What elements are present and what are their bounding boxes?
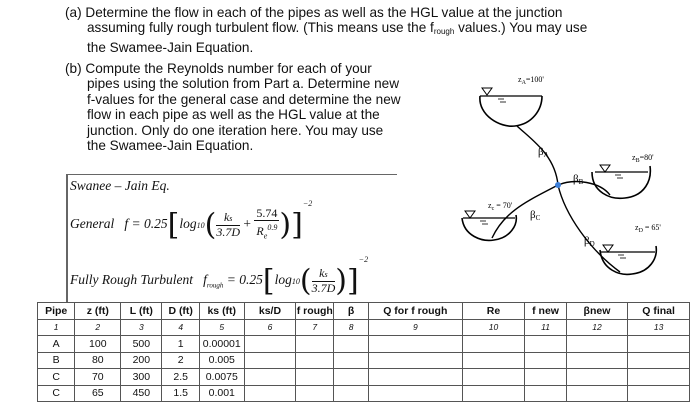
table-cell: 500 (121, 336, 162, 353)
header-cell: βnew (566, 303, 627, 320)
numerator-574: 5.74 (256, 206, 278, 221)
table-cell (628, 369, 690, 386)
question-a-line2-tail: values.) You may use (454, 20, 588, 36)
table-cell (244, 336, 296, 353)
log-base-2: 10 (291, 277, 300, 286)
bracket-open-2: [ (262, 263, 275, 299)
water-level-icon (465, 211, 475, 218)
log-text: log (179, 216, 197, 231)
water-level-icon (600, 165, 610, 172)
junction-node (555, 182, 561, 188)
table-cell (296, 369, 334, 386)
eq-025: = 0.25 (226, 272, 263, 287)
header-cell: Re (462, 303, 525, 320)
table-cell (368, 385, 462, 402)
table-cell (368, 369, 462, 386)
re-letter: R (256, 224, 264, 239)
table-row (38, 336, 690, 353)
question-b (65, 61, 460, 153)
header-cell: Pipe (38, 303, 75, 320)
paren-open: ( (204, 207, 217, 243)
table-cell (525, 369, 566, 386)
paren-open-2: ( (299, 263, 312, 299)
table-cell: 0.001 (199, 385, 244, 402)
denominator-37d-2: 3.7D (311, 280, 336, 295)
index-cell: 6 (244, 319, 296, 336)
pipe-d (558, 185, 620, 272)
index-cell: 2 (75, 319, 121, 336)
index-cell: 7 (296, 319, 334, 336)
table-cell (244, 369, 296, 386)
ks-sub: s (229, 213, 233, 223)
index-cell: 11 (525, 319, 566, 336)
header-cell: f new (525, 303, 566, 320)
table-cell: 200 (121, 352, 162, 369)
log-base: 10 (196, 221, 205, 230)
574-over-re (254, 207, 279, 242)
table-cell (368, 336, 462, 353)
table-cell (296, 352, 334, 369)
table-cell (462, 352, 525, 369)
question-a-line1: (a) Determine the flow in each of the pipes as well as the HGL value at the junction (65, 5, 563, 20)
table-cell (628, 336, 690, 353)
question-b-line: flow in each pipe as well as the HGL value at the (87, 107, 380, 123)
table-cell (296, 385, 334, 402)
fully-rough-equation (70, 255, 368, 298)
reservoir-diagram (460, 60, 690, 290)
beta-d-label: βD (584, 235, 595, 248)
reservoir-c (462, 215, 516, 240)
question-b-line: f-values for the general case and determine the new (87, 91, 401, 107)
table-cell (334, 336, 369, 353)
beta-b-label: βB (573, 173, 584, 186)
table-cell: 0.00001 (199, 336, 244, 353)
table-cell (566, 352, 627, 369)
table-cell: 1.5 (162, 385, 199, 402)
question-a (65, 5, 665, 55)
paren-close-2: ) (335, 263, 347, 299)
header-cell: Q final (628, 303, 690, 320)
ks-over-37d (216, 211, 240, 239)
table-cell (566, 385, 627, 402)
f-rough-sub: rough (206, 281, 224, 290)
table-cell (244, 385, 296, 402)
table-row (38, 369, 690, 386)
table-row (38, 352, 690, 369)
bracket-open: [ (167, 207, 180, 243)
table-cell: 2 (162, 352, 199, 369)
f-equals: f = 0.25 (124, 216, 168, 231)
bracket-close: ] (291, 207, 303, 243)
table-header-row (38, 303, 690, 320)
question-b-line: pipes using the solution from Part a. Determine new (87, 76, 400, 92)
ks-letter: k (223, 209, 230, 224)
index-cell: 8 (334, 319, 369, 336)
table-cell: 70 (75, 369, 121, 386)
reservoir-b (592, 166, 650, 198)
index-cell: 12 (566, 319, 627, 336)
general-equation (70, 199, 312, 243)
question-a-line2 (65, 20, 665, 39)
table-cell: A (38, 336, 75, 353)
pipe-c (492, 185, 558, 238)
equation-title: Swanee – Jain Eq. (70, 178, 170, 193)
question-b-line: junction. Only do one iteration here. You may use (87, 122, 384, 138)
index-cell: 1 (38, 319, 75, 336)
table-cell: 450 (121, 385, 162, 402)
denominator-37d: 3.7D (216, 224, 240, 239)
table-cell (628, 352, 690, 369)
question-b-line: (b) Compute the Reynolds number for each of your (65, 61, 372, 76)
header-cell: Q for f rough (368, 303, 462, 320)
index-cell: 13 (628, 319, 690, 336)
table-cell: C (38, 369, 75, 386)
beta-c-label: βC (530, 209, 541, 222)
header-cell: D (ft) (162, 303, 199, 320)
zc-label: $z_c = 70'$ (488, 201, 513, 212)
question-b-line: the Swamee-Jain Equation. (87, 138, 254, 154)
table-cell: 80 (75, 352, 121, 369)
header-cell: f rough (296, 303, 334, 320)
index-cell: 9 (368, 319, 462, 336)
water-level-icon (482, 88, 492, 95)
zd-label: $z_D = 65'$ (635, 223, 661, 234)
exponent-neg2: −2 (302, 199, 313, 208)
paren-close: ) (279, 207, 292, 243)
table-cell (368, 352, 462, 369)
reservoir-a (480, 96, 542, 126)
table-cell (334, 352, 369, 369)
za-label: $z_A=100'$ (518, 75, 544, 86)
index-cell: 10 (462, 319, 525, 336)
table-cell: 65 (75, 385, 121, 402)
table-cell (628, 385, 690, 402)
index-cell: 4 (162, 319, 199, 336)
index-cell: 3 (121, 319, 162, 336)
fully-rough-label: Fully Rough Turbulent (70, 272, 193, 287)
table-row (38, 385, 690, 402)
table-cell (462, 336, 525, 353)
general-label: General (70, 216, 115, 231)
header-cell: ks/D (244, 303, 296, 320)
f-rough-letter: f (203, 272, 207, 287)
re-sub: e (263, 231, 268, 241)
table-cell (296, 336, 334, 353)
header-cell: z (ft) (75, 303, 121, 320)
index-cell: 5 (199, 319, 244, 336)
table-cell: 1 (162, 336, 199, 353)
table-cell (462, 385, 525, 402)
header-cell: ks (ft) (199, 303, 244, 320)
table-cell: 0.0075 (199, 369, 244, 386)
plus-sign: + (243, 216, 251, 231)
header-cell: L (ft) (121, 303, 162, 320)
beta-a-label: βA (538, 146, 549, 159)
re-exp: 0.9 (267, 223, 278, 233)
equation-box (66, 174, 397, 303)
pipe-table (37, 302, 690, 402)
table-cell (525, 336, 566, 353)
water-level-icon (603, 245, 613, 252)
log-text-2: log (274, 272, 292, 287)
table-cell: B (38, 352, 75, 369)
ks-over-37d-2 (312, 267, 336, 295)
ks-sub-2: s (324, 269, 328, 279)
question-a-line2-text: assuming fully rough turbulent flow. (This means use the f (87, 20, 434, 36)
header-cell: β (334, 303, 369, 320)
bracket-close-2: ] (346, 263, 359, 299)
table-cell: 300 (121, 369, 162, 386)
table-cell (525, 385, 566, 402)
ks-letter-2: k (319, 265, 325, 280)
table-cell: 0.005 (199, 352, 244, 369)
reservoir-d (600, 246, 656, 274)
table-cell: 2.5 (162, 369, 199, 386)
question-a-rough-sub: rough (433, 27, 455, 37)
table-cell: 100 (75, 336, 121, 353)
table-cell (334, 369, 369, 386)
table-cell (525, 352, 566, 369)
table-cell: C (38, 385, 75, 402)
zb-label: $z_B=80'$ (632, 153, 654, 164)
table-index-row (38, 319, 690, 336)
table-cell (462, 369, 525, 386)
exponent-neg2-2: −2 (358, 255, 369, 264)
table-cell (334, 385, 369, 402)
table-cell (244, 352, 296, 369)
table-cell (566, 336, 627, 353)
table-cell (566, 369, 627, 386)
question-a-line3: the Swamee-Jain Equation. (87, 39, 254, 55)
